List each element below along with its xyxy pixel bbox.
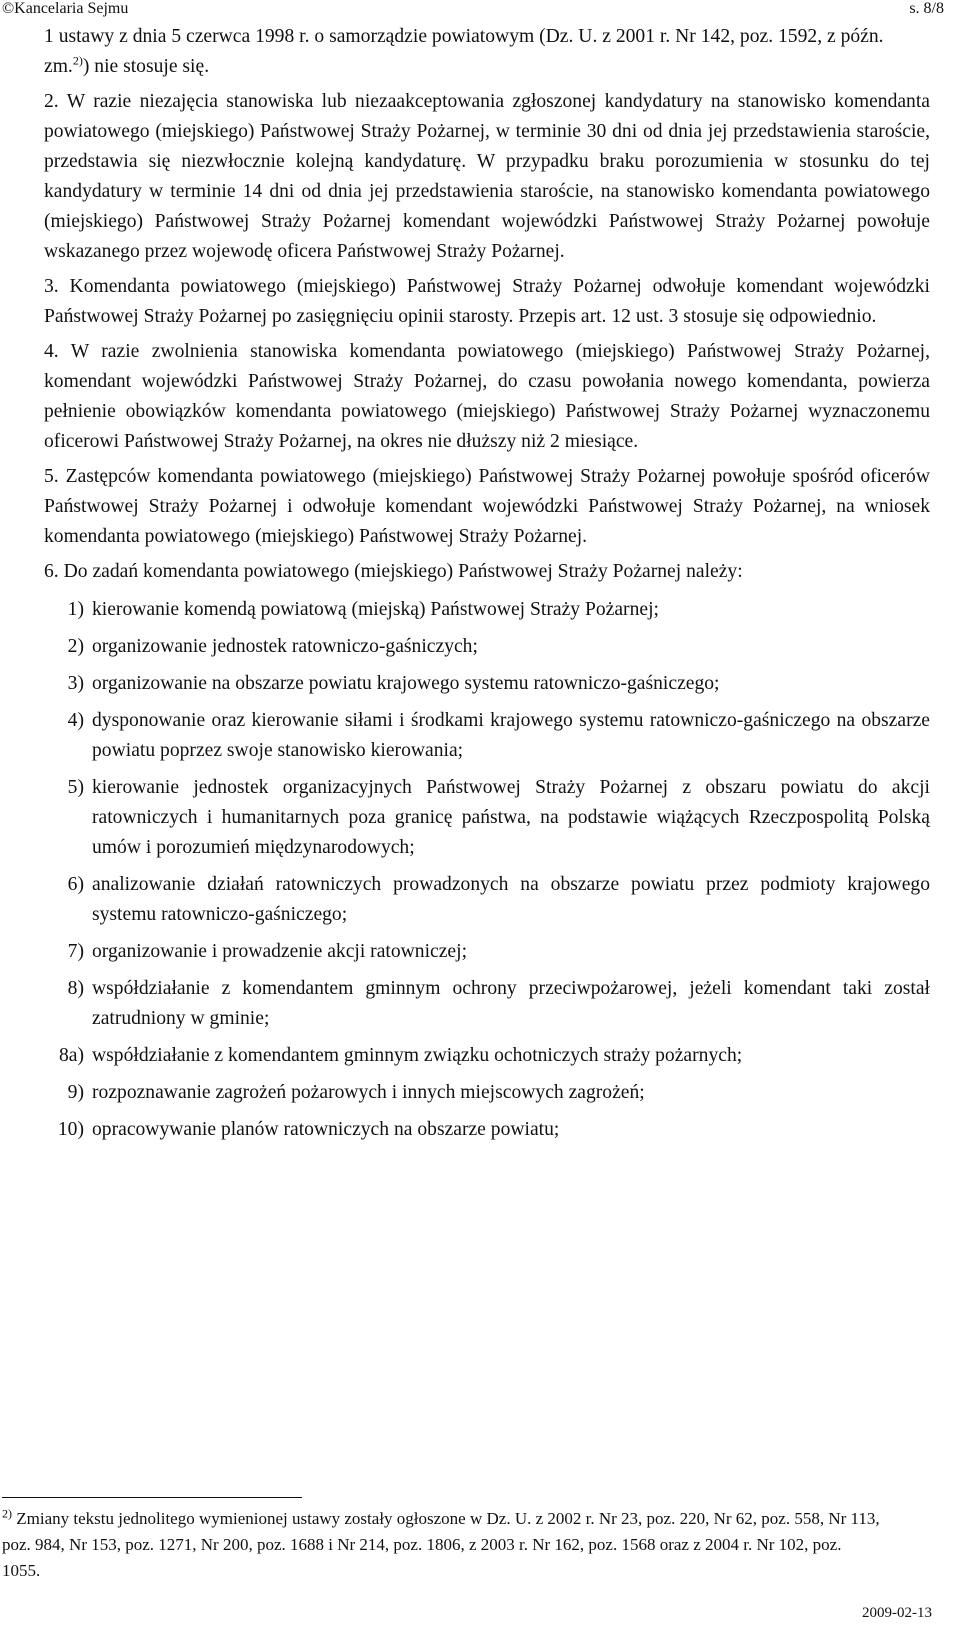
list-item-number: 4)	[67, 710, 84, 731]
header-publisher: ©Kancelaria Sejmu	[2, 0, 129, 17]
list-item-number: 10)	[57, 1119, 84, 1140]
list-item-number: 5)	[67, 777, 84, 798]
paragraph-2	[44, 87, 930, 267]
document-body	[44, 22, 930, 1152]
list-item-number: 8)	[67, 978, 84, 999]
paragraph-text: Do zadań komendanta powiatowego (miejskiego) Państwowej Straży Pożarnej należy:	[63, 561, 743, 582]
list-item-number: 2)	[67, 636, 84, 657]
paragraph-6	[44, 557, 930, 587]
paragraph-number: 3.	[44, 276, 59, 297]
paragraph-5	[44, 462, 930, 552]
intro-text: 1 ustawy z dnia 5 czerwca 1998 r. o samorządzie powiatowym (Dz. U. z 2001 r. Nr 142, poz. 1592, z późn. zm.	[44, 26, 884, 77]
list-item-text: współdziałanie z komendantem gminnym ochrony przeciwpożarowej, jeżeli komendant taki został zatrudniony w gminie;	[92, 978, 930, 1029]
document-date: 2009-02-13	[862, 1605, 932, 1621]
list-item-text: analizowanie działań ratowniczych prowadzonych na obszarze powiatu przez podmioty krajowego systemu ratowniczo-gaśniczego;	[92, 874, 930, 925]
list-item-number: 8a)	[58, 1045, 84, 1066]
list-item	[44, 706, 930, 766]
list-item-text: kierowanie jednostek organizacyjnych Państwowej Straży Pożarnej z obszaru powiatu do akcji ratowniczych i humanitarnych poza granicę państwa, na podstawie wiążących Rzeczpospolitą Polską umów i porozumień międzynarodowych;	[92, 777, 930, 858]
list-item-text: opracowywanie planów ratowniczych na obszarze powiatu;	[92, 1119, 560, 1140]
list-item	[44, 974, 930, 1034]
list-item-number: 9)	[67, 1082, 84, 1103]
footnote	[2, 1506, 882, 1584]
intro-paragraph	[44, 22, 930, 82]
page-header	[0, 0, 960, 22]
list-item	[44, 870, 930, 930]
paragraph-number: 4.	[44, 341, 59, 362]
paragraph-number: 5.	[44, 466, 59, 487]
list-item	[44, 595, 930, 625]
list-item-number: 7)	[67, 941, 84, 962]
paragraph-text: W razie niezajęcia stanowiska lub niezaakceptowania zgłoszonej kandydatury na stanowisko komendanta powiatowego (miejskiego) Państwowej Straży Pożarnej, w terminie 30 dni od dnia jej przedstawienia staroście, przedstawia się niezwłocznie kolejną kandydaturę. W przypadku braku porozumienia w stosunku do tej kandydatury w terminie 14 dni od dnia jej przedstawienia staroście, na stanowisko komendanta powiatowego (miejskiego) Państwowej Straży Pożarnej komendant wojewódzki Państwowej Straży Pożarnej powołuje wskazanego przez wojewodę oficera Państwowej Straży Pożarnej.	[44, 91, 930, 262]
list-item	[44, 669, 930, 699]
paragraph-text: Zastępców komendanta powiatowego (miejskiego) Państwowej Straży Pożarnej powołuje spośród oficerów Państwowej Straży Pożarnej i odwołuje komendant wojewódzki Państwowej Straży Pożarnej, na wniosek komendanta powiatowego (miejskiego) Państwowej Straży Pożarnej.	[44, 466, 930, 547]
paragraph-number: 6.	[44, 561, 59, 582]
list-item-text: dysponowanie oraz kierowanie siłami i środkami krajowego systemu ratowniczo-gaśniczego na obszarze powiatu poprzez swoje stanowisko kierowania;	[92, 710, 930, 761]
list-item-number: 1)	[67, 599, 84, 620]
list-item	[44, 1041, 930, 1071]
intro-tail: ) nie stosuje się.	[82, 56, 210, 77]
list-item-number: 6)	[67, 874, 84, 895]
paragraph-text: Komendanta powiatowego (miejskiego) Państwowej Straży Pożarnej odwołuje komendant wojewódzki Państwowej Straży Pożarnej po zasięgnięciu opinii starosty. Przepis art. 12 ust. 3 stosuje się odpowiednio.	[44, 276, 930, 327]
list-item	[44, 937, 930, 967]
footnote-reference[interactable]: 2)	[72, 53, 83, 68]
footnote-divider	[2, 1497, 302, 1498]
paragraph-4	[44, 337, 930, 457]
list-item-text: organizowanie jednostek ratowniczo-gaśniczych;	[92, 636, 478, 657]
list-item-text: współdziałanie z komendantem gminnym związku ochotniczych straży pożarnych;	[92, 1045, 743, 1066]
list-item-text: organizowanie i prowadzenie akcji ratowniczej;	[92, 941, 468, 962]
list-item-text: kierowanie komendą powiatową (miejską) Państwowej Straży Pożarnej;	[92, 599, 659, 620]
list-item	[44, 773, 930, 863]
page-number: s. 8/8	[909, 0, 944, 17]
list-item-text: rozpoznawanie zagrożeń pożarowych i innych miejscowych zagrożeń;	[92, 1082, 645, 1103]
list-item	[44, 632, 930, 662]
list-item	[44, 1078, 930, 1108]
footnote-number: 2)	[2, 1506, 12, 1521]
footnote-text: Zmiany tekstu jednolitego wymienionej ustawy zostały ogłoszone w Dz. U. z 2002 r. Nr 23, poz. 220, Nr 62, poz. 558, Nr 113, poz. 984, Nr 153, poz. 1271, Nr 200, poz. 1688 i Nr 214, poz. 1806, z 2003 r. Nr 162, poz. 1568 oraz z 2004 r. Nr 102, poz. 1055.	[2, 1509, 880, 1580]
list-item-text: organizowanie na obszarze powiatu krajowego systemu ratowniczo-gaśniczego;	[92, 673, 720, 694]
paragraph-3	[44, 272, 930, 332]
paragraph-number: 2.	[44, 91, 59, 112]
duties-list	[44, 595, 930, 1145]
paragraph-text: W razie zwolnienia stanowiska komendanta powiatowego (miejskiego) Państwowej Straży Pożarnej, komendant wojewódzki Państwowej Straży Pożarnej, do czasu powołania nowego komendanta, powierza pełnienie obowiązków komendanta powiatowego (miejskiego) Państwowej Straży Pożarnej wyznaczonemu oficerowi Państwowej Straży Pożarnej, na okres nie dłuższy niż 2 miesiące.	[44, 341, 931, 452]
list-item	[44, 1115, 930, 1145]
list-item-number: 3)	[67, 673, 84, 694]
